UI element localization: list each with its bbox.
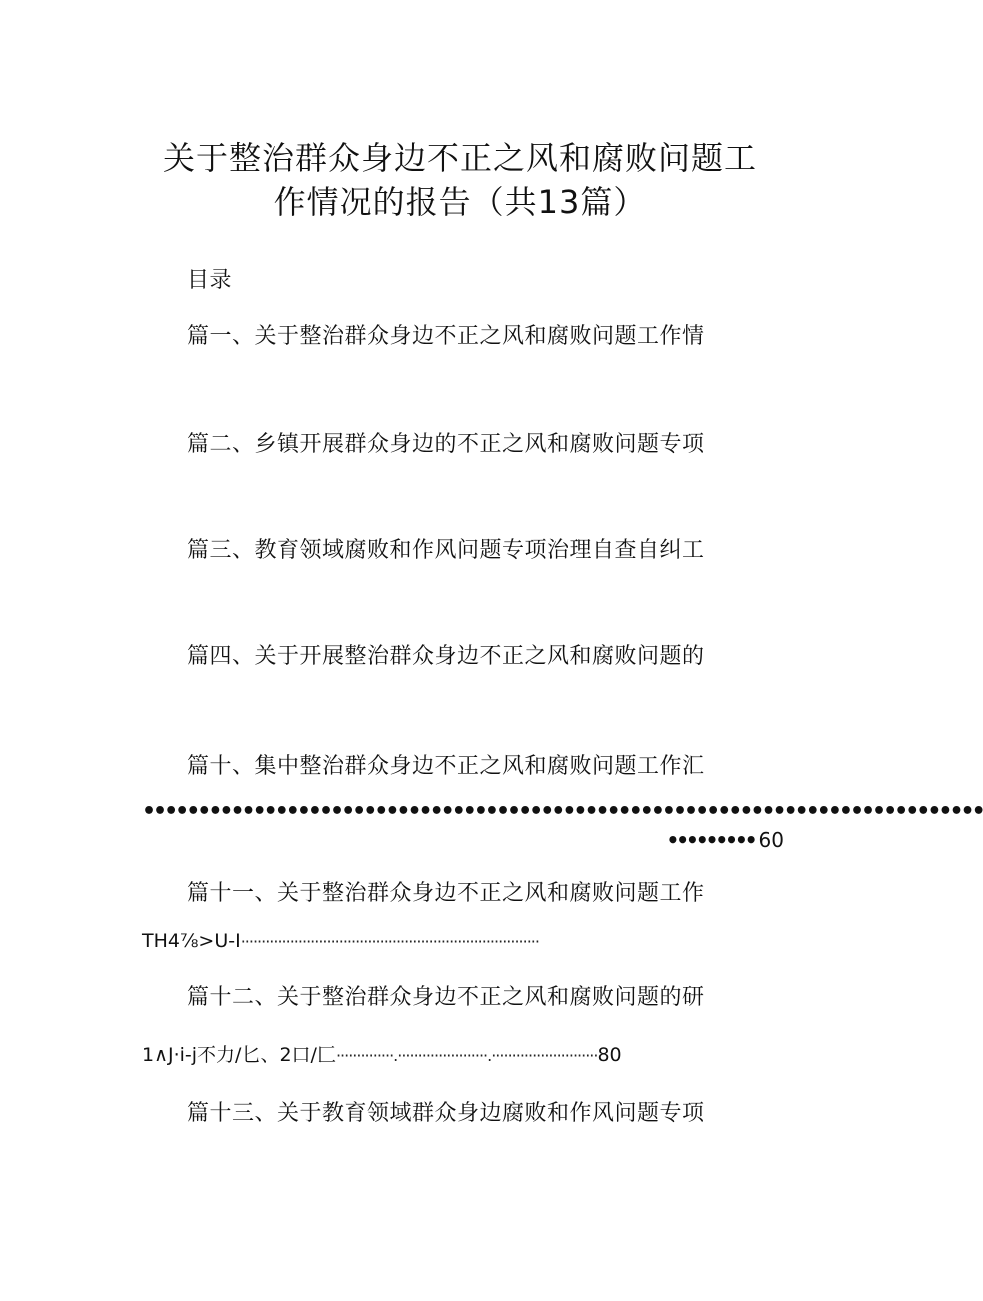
toc-garbled-line-2 [142,1042,622,1069]
toc-item-10[interactable]: 篇十、集中整治群众身边不正之风和腐败问题工作汇 [187,754,705,779]
toc-leader-dots-short: ••••••••• [666,828,755,852]
document-title-line-2: 作情况的报告（共13篇） [273,183,647,221]
toc-page-number: 80 [597,1044,622,1066]
toc-item-4[interactable]: 篇四、关于开展整治群众身边不正之风和腐败问题的 [187,644,705,669]
toc-item-1[interactable]: 篇一、关于整治群众身边不正之风和腐败问题工作情 [187,324,705,349]
toc-item-13[interactable]: 篇十三、关于教育领域群众身边腐败和作风问题专项 [187,1101,705,1126]
toc-item-3[interactable]: 篇三、教育领域腐败和作风问题专项治理自查自纠工 [187,538,705,563]
toc-garbled-line-1 [142,928,539,955]
toc-leader-dots: ··············.······················.·························· [335,1046,598,1065]
toc-page-number: 60 [758,828,784,852]
toc-item-2[interactable]: 篇二、乡镇开展群众身边的不正之风和腐败问题专项 [187,432,705,457]
garbled-text: 1∧J·i-j不力/匕、2口/匚 [142,1044,336,1066]
garbled-text: TH4⅞>U-I [142,930,241,952]
toc-item-11[interactable]: 篇十一、关于整治群众身边不正之风和腐败问题工作 [187,881,705,906]
toc-page-number-row [666,826,784,854]
toc-leader-dots: ········································································· [240,932,539,951]
document-title-line-1: 关于整治群众身边不正之风和腐败问题工 [162,139,757,177]
toc-heading: 目录 [187,268,233,293]
toc-leader-dots: •••••••••••••••••••••••••••••••••••••••••••••••••••••••••••••••••••••••••••• [142,799,983,824]
toc-item-12[interactable]: 篇十二、关于整治群众身边不正之风和腐败问题的研 [187,985,705,1010]
